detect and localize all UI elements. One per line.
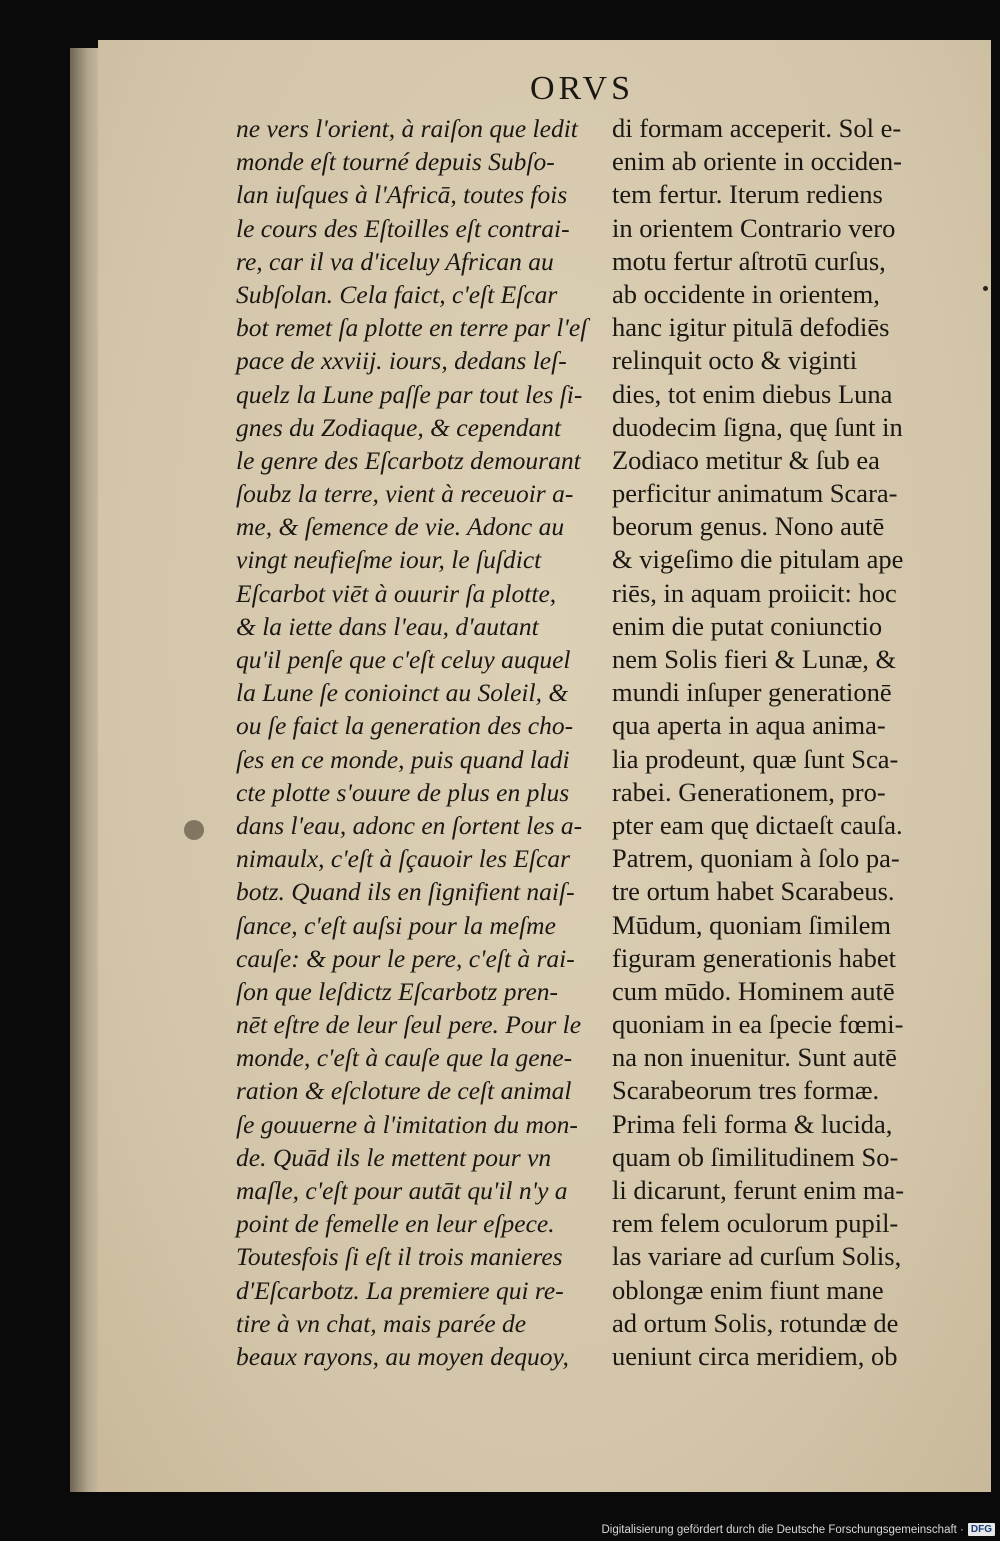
text-line: enim die putat coniunctio xyxy=(612,610,883,641)
text-line: in orientem Contrario vero xyxy=(612,212,896,243)
text-line: d'Eſcarbotz. La premiere qui re- xyxy=(236,1275,564,1305)
text-line: ſance, c'eſt auſsi pour la meſme xyxy=(236,910,556,940)
text-line: beorum genus. Nono autē xyxy=(612,511,885,542)
text-line: le cours des Eſtoilles eſt contrai- xyxy=(236,213,570,243)
text-line: Zodiaco metitur & ſub ea xyxy=(612,444,880,475)
text-line: oblongæ enim fiunt mane xyxy=(612,1274,884,1305)
text-line: la Lune ſe conioinct au Soleil, & xyxy=(236,678,569,708)
text-line: & la iette dans l'eau, d'autant xyxy=(236,611,539,641)
text-line: le genre des Eſcarbotz demourant xyxy=(236,445,581,475)
text-line: duodecim ſigna, quę ſunt in xyxy=(612,411,903,442)
text-line: Subſolan. Cela faict, c'eſt Eſcar xyxy=(236,279,558,309)
latin-column xyxy=(612,112,986,1373)
text-line: bot remet ſa plotte en terre par l'eſ xyxy=(236,313,588,343)
text-line: ne vers l'orient, à raiſon que ledit xyxy=(236,114,578,143)
text-line: tire à vn chat, mais parée de xyxy=(236,1308,527,1338)
text-line: di formam acceperit. Sol e- xyxy=(612,113,902,143)
text-line: pace de xxviij. iours, dedans leſ- xyxy=(236,346,567,376)
text-line: beaux rayons, au moyen dequoy, xyxy=(236,1341,569,1371)
text-line: na non inuenitur. Sunt autē xyxy=(612,1042,897,1073)
text-line: quoniam in ea ſpecie fœmi- xyxy=(612,1009,904,1040)
text-line: me, & ſemence de vie. Adonc au xyxy=(236,512,565,542)
text-line: ſes en ce monde, puis quand ladi xyxy=(236,744,570,774)
text-line: li dicarunt, ferunt enim ma- xyxy=(612,1175,905,1205)
text-line: las variare ad curſum Solis, xyxy=(612,1241,902,1272)
dfg-logo-icon: DFG xyxy=(968,1523,995,1536)
text-line: tre ortum habet Scarabeus. xyxy=(612,876,895,907)
text-line: cte plotte s'ouure de plus en plus xyxy=(236,777,570,807)
text-line: figuram generationis habet xyxy=(612,942,897,973)
text-line: monde eſt tourné depuis Subſo- xyxy=(236,147,555,177)
text-line: qu'il penſe que c'eſt celuy auquel xyxy=(236,645,571,674)
text-line: Patrem, quoniam à ſolo pa- xyxy=(612,843,900,874)
text-line: ab occidente in orientem, xyxy=(612,278,880,309)
text-line: ueniunt circa meridiem, ob xyxy=(612,1340,898,1371)
text-line: Prima feli forma & lucida, xyxy=(612,1108,893,1139)
text-line: pter eam quę dictaeſt cauſa. xyxy=(612,809,903,840)
text-line: Eſcarbot viēt à ouurir ſa plotte, xyxy=(236,578,557,608)
text-line: nimaulx, c'eſt à ſçauoir les Eſcar xyxy=(236,844,571,874)
text-line: ad ortum Solis, rotundæ de xyxy=(612,1307,899,1338)
text-line: rem felem oculorum pupil- xyxy=(612,1208,899,1239)
text-line: & vigeſimo die pitulam ape xyxy=(612,544,904,575)
text-line: point de femelle en leur eſpece. xyxy=(236,1209,555,1239)
text-line: quelz la Lune paſſe par tout les ſi- xyxy=(236,379,583,409)
text-line: dies, tot enim diebus Luna xyxy=(612,378,893,409)
text-line: riēs, in aquam proiicit: hoc xyxy=(612,577,897,608)
text-line: tem fertur. Iterum rediens xyxy=(612,179,883,210)
text-line: nem Solis fieri & Lunæ, & xyxy=(612,644,897,674)
text-line: dans l'eau, adonc en ſortent les a- xyxy=(236,810,583,840)
text-line: quam ob ſimilitudinem So- xyxy=(612,1141,899,1172)
text-line: ration & eſcloture de ceſt animal xyxy=(236,1076,572,1106)
text-line: nēt eſtre de leur ſeul pere. Pour le xyxy=(236,1010,582,1040)
text-line: hanc igitur pitulā defodiēs xyxy=(612,312,890,343)
text-line: lan iuſques à l'Africā, toutes fois xyxy=(236,180,568,210)
text-line: ſe gouuerne à l'imitation du mon- xyxy=(236,1109,578,1139)
text-line: maſle, c'eſt pour autāt qu'il n'y a xyxy=(236,1176,568,1205)
french-column xyxy=(236,112,604,1373)
text-line: ſoubz la terre, vient à receuoir a- xyxy=(236,479,574,509)
text-line: mundi inſuper generationē xyxy=(612,677,892,708)
text-line: relinquit octo & viginti xyxy=(612,345,858,376)
text-line: re, car il va d'iceluy African au xyxy=(236,246,554,276)
text-line: gnes du Zodiaque, & cependant xyxy=(236,412,562,442)
text-line: Toutesfois ſi eſt il trois manieres xyxy=(236,1242,563,1272)
text-line: monde, c'eſt à cauſe que la gene- xyxy=(236,1043,573,1073)
text-line: Scarabeorum tres formæ. xyxy=(612,1075,880,1106)
text-line: Mūdum, quoniam ſimilem xyxy=(612,909,891,940)
text-line: cauſe: & pour le pere, c'eſt à rai- xyxy=(236,943,575,973)
text-line: perficitur animatum Scara- xyxy=(612,478,898,509)
footer-credit: Digitalisierung gefördert durch die Deutsche Forschungsgemeinschaft · xyxy=(601,1523,964,1536)
text-line: ſon que leſdictz Eſcarbotz pren- xyxy=(236,976,558,1006)
text-line: cum mūdo. Hominem autē xyxy=(612,975,895,1006)
text-line: enim ab oriente in occiden- xyxy=(612,146,902,177)
text-line: motu fertur aſtrotū curſus, xyxy=(612,245,886,276)
text-line: lia prodeunt, quæ ſunt Sca- xyxy=(612,743,899,774)
ink-stain xyxy=(184,820,204,840)
digitization-footer xyxy=(600,1521,995,1538)
text-line: ou ſe faict la generation des cho- xyxy=(236,711,574,741)
margin-dot xyxy=(983,286,988,291)
text-line: rabei. Generationem, pro- xyxy=(612,776,886,807)
text-line: qua aperta in aqua anima- xyxy=(612,710,886,741)
running-head: ORVS xyxy=(530,70,634,107)
text-line: de. Quād ils le mettent pour vn xyxy=(236,1142,552,1172)
text-line: botz. Quand ils en ſignifient naiſ- xyxy=(236,877,575,907)
text-line: vingt neufieſme iour, le ſuſdict xyxy=(236,545,542,575)
